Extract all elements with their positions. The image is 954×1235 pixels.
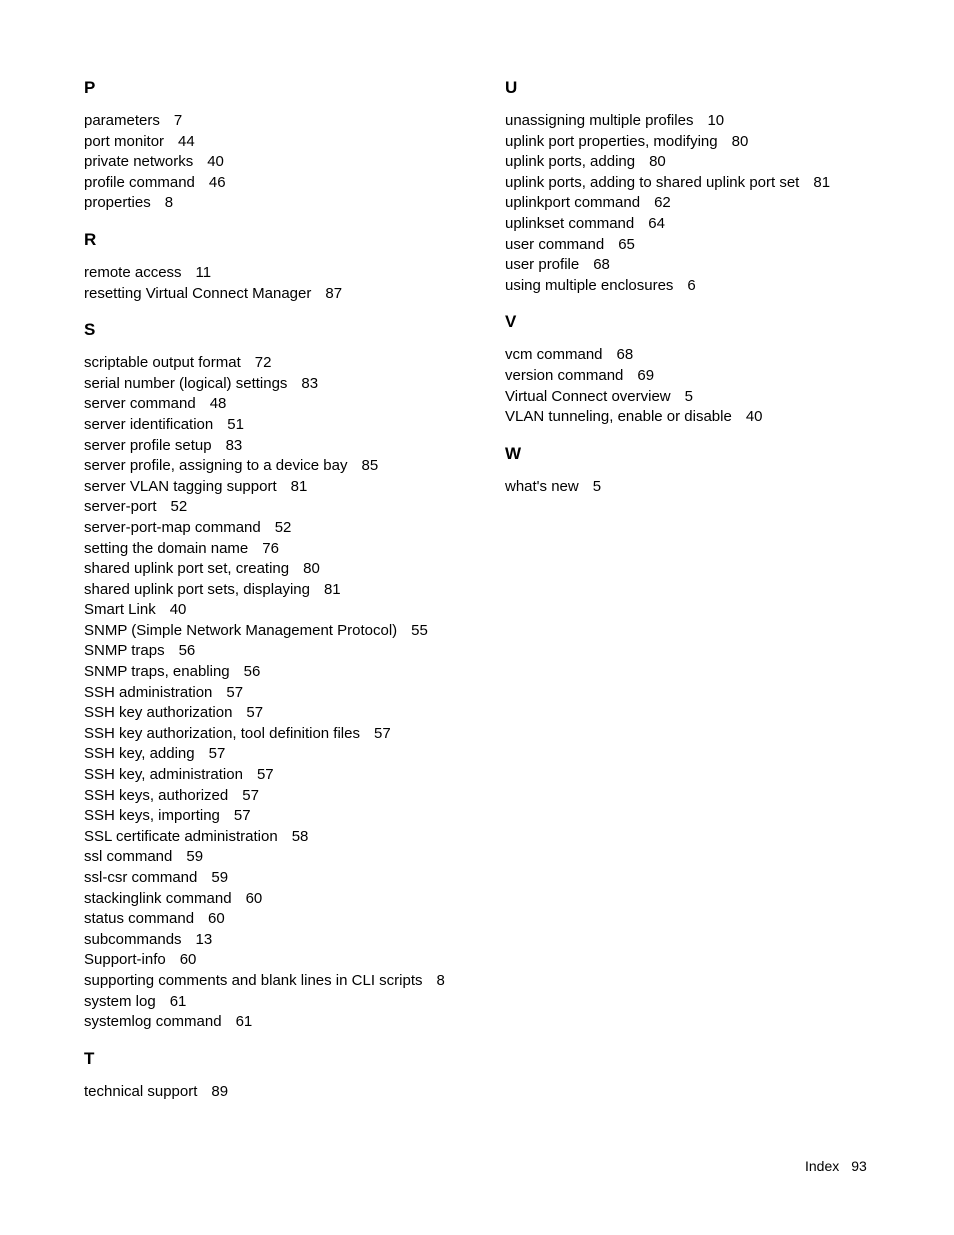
index-section-t [84,1049,484,1103]
entry-term: SSH keys, importing [84,807,220,825]
index-entry [84,600,484,621]
index-entry [84,889,484,910]
entry-term: SSL certificate administration [84,827,278,845]
entry-term: shared uplink port set, creating [84,560,290,578]
entry-page-link[interactable]: 85 [361,457,379,475]
index-entry [84,868,484,889]
section-letter: P [84,78,96,97]
index-entry [84,1012,484,1033]
footer-page-number: 93 [851,1158,867,1174]
index-entry [84,111,484,132]
entry-page-link[interactable]: 48 [209,395,227,413]
entry-term: uplink port properties, modifying [505,132,718,150]
entry-page-link[interactable]: 81 [813,173,831,191]
entry-term: user command [505,235,605,253]
entry-term: VLAN tunneling, enable or disable [505,408,732,426]
section-letter: U [505,78,518,97]
index-entry [84,173,484,194]
entry-page-link[interactable]: 6 [687,276,696,294]
section-letter: V [505,312,517,332]
entry-page-link[interactable]: 46 [208,173,226,191]
entry-page-link[interactable]: 83 [225,436,243,454]
entry-term: what's new [505,477,579,495]
entry-term: SNMP (Simple Network Management Protocol) [84,621,398,639]
index-entry [84,559,484,580]
entry-term: SSH key, adding [84,745,195,763]
entry-page-link[interactable]: 60 [208,910,225,928]
entry-term: SSH key, administration [84,766,243,784]
entry-term: SNMP traps [84,642,165,660]
entry-list [84,353,484,1033]
entry-page-link[interactable]: 81 [290,477,308,495]
index-section-w [505,444,905,498]
index-entry [84,518,484,539]
entry-page-link[interactable]: 57 [256,766,274,784]
index-entry [84,909,484,930]
index-entry [84,950,484,971]
index-entry [505,214,905,235]
entry-term: SSH key authorization, tool definition files [84,724,360,742]
entry-page-link[interactable]: 13 [195,930,213,948]
entry-page-link[interactable]: 62 [654,194,671,212]
entry-term: uplinkset command [505,214,635,232]
entry-term: server identification [84,415,214,433]
entry-term: Smart Link [84,601,156,619]
entry-term: parameters [84,112,160,129]
entry-page-link[interactable]: 55 [411,621,428,639]
entry-term: Support-info [84,951,166,969]
index-entry [84,477,484,498]
index-entry [84,394,484,415]
index-entry [505,276,905,297]
index-entry [84,662,484,683]
entry-page-link[interactable]: 61 [169,992,187,1010]
entry-page-link[interactable]: 57 [246,704,264,722]
entry-term: ssl-csr command [84,869,198,886]
entry-term: subcommands [84,930,182,948]
entry-term: version command [505,366,624,384]
index-entry [505,477,905,498]
index-entry [505,111,905,132]
entry-page-link[interactable]: 8 [164,194,174,212]
entry-term: SSH administration [84,683,213,701]
entry-page-link[interactable]: 81 [323,580,341,598]
index-entry [84,263,484,284]
entry-list [84,111,484,214]
index-entry [505,152,905,173]
entry-page-link[interactable]: 11 [195,263,212,281]
entry-term: server-port-map command [84,518,261,536]
entry-term: Virtual Connect overview [505,387,671,405]
entry-term: system log [84,992,156,1010]
entry-page-link[interactable]: 76 [262,539,279,557]
index-entry [84,930,484,951]
entry-page-link[interactable]: 68 [593,256,610,274]
entry-page-link[interactable]: 7 [173,112,183,129]
entry-page-link[interactable]: 83 [301,374,319,392]
entry-page-link[interactable]: 59 [186,848,204,866]
entry-term: SNMP traps, enabling [84,663,230,681]
entry-page-link[interactable]: 60 [179,951,197,969]
entry-list [84,1082,484,1103]
section-letter: S [84,320,96,340]
index-entry [84,580,484,601]
section-letter: R [84,229,97,249]
entry-term: uplink ports, adding [505,153,636,171]
index-entry [505,132,905,153]
entry-page-link[interactable]: 69 [637,366,655,384]
index-entry [84,193,484,214]
entry-page-link[interactable]: 52 [170,498,188,516]
entry-term: technical support [84,1082,198,1100]
index-entry [84,786,484,807]
entry-term: serial number (logical) settings [84,374,288,392]
entry-page-link[interactable]: 72 [254,354,272,372]
entry-page-link[interactable]: 40 [745,408,763,426]
index-entry [505,255,905,276]
entry-term: server-port [84,498,157,516]
footer-label: Index [805,1158,840,1174]
entry-page-link[interactable]: 57 [233,807,251,825]
entry-term: unassigning multiple profiles [505,112,694,129]
entry-term: properties [84,194,151,212]
entry-page-link[interactable]: 65 [618,235,635,253]
entry-page-link[interactable]: 51 [227,415,244,433]
index-entry [505,193,905,214]
entry-term: user profile [505,256,580,274]
entry-page-link[interactable]: 80 [303,560,320,578]
entry-list [505,111,905,296]
entry-term: server VLAN tagging support [84,477,277,495]
index-entry [505,407,905,428]
entry-term: SSH key authorization [84,704,233,722]
entry-list [84,263,484,304]
index-entry [84,683,484,704]
index-entry [84,284,484,305]
index-section-s [84,320,484,1033]
index-entry [84,703,484,724]
index-right-column [505,74,905,497]
section-letter: T [84,1048,95,1068]
index-entry [84,765,484,786]
entry-page-link[interactable]: 57 [226,683,244,701]
section-letter: W [505,443,522,463]
index-entry [84,374,484,395]
entry-page-link[interactable]: 89 [211,1082,229,1100]
entry-page-link[interactable]: 56 [178,642,196,660]
entry-page-link[interactable]: 10 [707,112,725,129]
index-entry [84,621,484,642]
entry-term: shared uplink port sets, displaying [84,580,310,598]
entry-list [505,477,905,498]
index-entry [84,744,484,765]
entry-page-link[interactable]: 52 [274,518,292,536]
entry-term: server profile setup [84,436,212,454]
entry-term: uplinkport command [505,194,641,212]
entry-page-link[interactable]: 80 [649,153,666,171]
entry-list [505,345,905,427]
index-entry [84,724,484,745]
entry-term: using multiple enclosures [505,276,674,294]
entry-term: setting the domain name [84,539,249,557]
entry-term: resetting Virtual Connect Manager [84,284,312,302]
index-entry [84,497,484,518]
entry-term: ssl command [84,848,173,866]
entry-term: uplink ports, adding to shared uplink port set [505,173,800,191]
entry-page-link[interactable]: 5 [684,387,693,405]
index-entry [84,641,484,662]
entry-page-link[interactable]: 61 [235,1013,253,1031]
entry-page-link[interactable]: 56 [243,663,261,681]
entry-page-link[interactable]: 80 [731,132,749,150]
index-entry [84,827,484,848]
index-entry [84,132,484,153]
index-entry [505,366,905,387]
entry-term: server command [84,395,196,413]
entry-term: scriptable output format [84,354,241,372]
index-entry [505,173,905,194]
entry-page-link[interactable]: 57 [242,786,259,804]
entry-term: stackinglink command [84,889,232,907]
index-entry [84,152,484,173]
index-entry [505,387,905,408]
index-left-column [84,74,484,1102]
entry-term: supporting comments and blank lines in CLI scripts [84,971,423,989]
entry-term: port monitor [84,132,165,150]
index-entry [84,353,484,374]
entry-page-link[interactable]: 57 [373,724,391,742]
index-section-p [84,78,484,214]
index-section-v [505,312,905,427]
index-entry [84,436,484,457]
index-entry [84,1082,484,1103]
index-entry [505,235,905,256]
index-section-r [84,230,484,304]
index-entry [505,345,905,366]
entry-page-link[interactable]: 64 [648,214,665,232]
entry-term: systemlog command [84,1013,222,1031]
entry-term: server profile, assigning to a device bay [84,457,348,475]
entry-page-link[interactable]: 8 [436,971,445,989]
entry-page-link[interactable]: 57 [208,745,226,763]
entry-page-link[interactable]: 40 [207,153,224,171]
entry-page-link[interactable]: 87 [325,284,343,302]
page-footer [805,1158,867,1174]
entry-page-link[interactable]: 58 [291,827,309,845]
entry-term: profile command [84,173,195,191]
entry-term: remote access [84,263,182,281]
index-entry [84,806,484,827]
index-entry [84,992,484,1013]
index-entry [84,847,484,868]
entry-page-link[interactable]: 44 [178,132,195,150]
entry-page-link[interactable]: 60 [245,889,263,907]
entry-term: SSH keys, authorized [84,786,229,804]
index-section-u [505,78,905,296]
entry-term: status command [84,910,195,928]
index-entry [84,971,484,992]
entry-page-link[interactable]: 40 [169,601,187,619]
index-entry [84,415,484,436]
index-entry [84,456,484,477]
entry-page-link[interactable]: 5 [592,477,602,495]
index-entry [84,539,484,560]
entry-page-link[interactable]: 68 [616,346,634,364]
entry-term: private networks [84,153,194,171]
entry-term: vcm command [505,346,603,364]
entry-page-link[interactable]: 59 [211,869,229,886]
